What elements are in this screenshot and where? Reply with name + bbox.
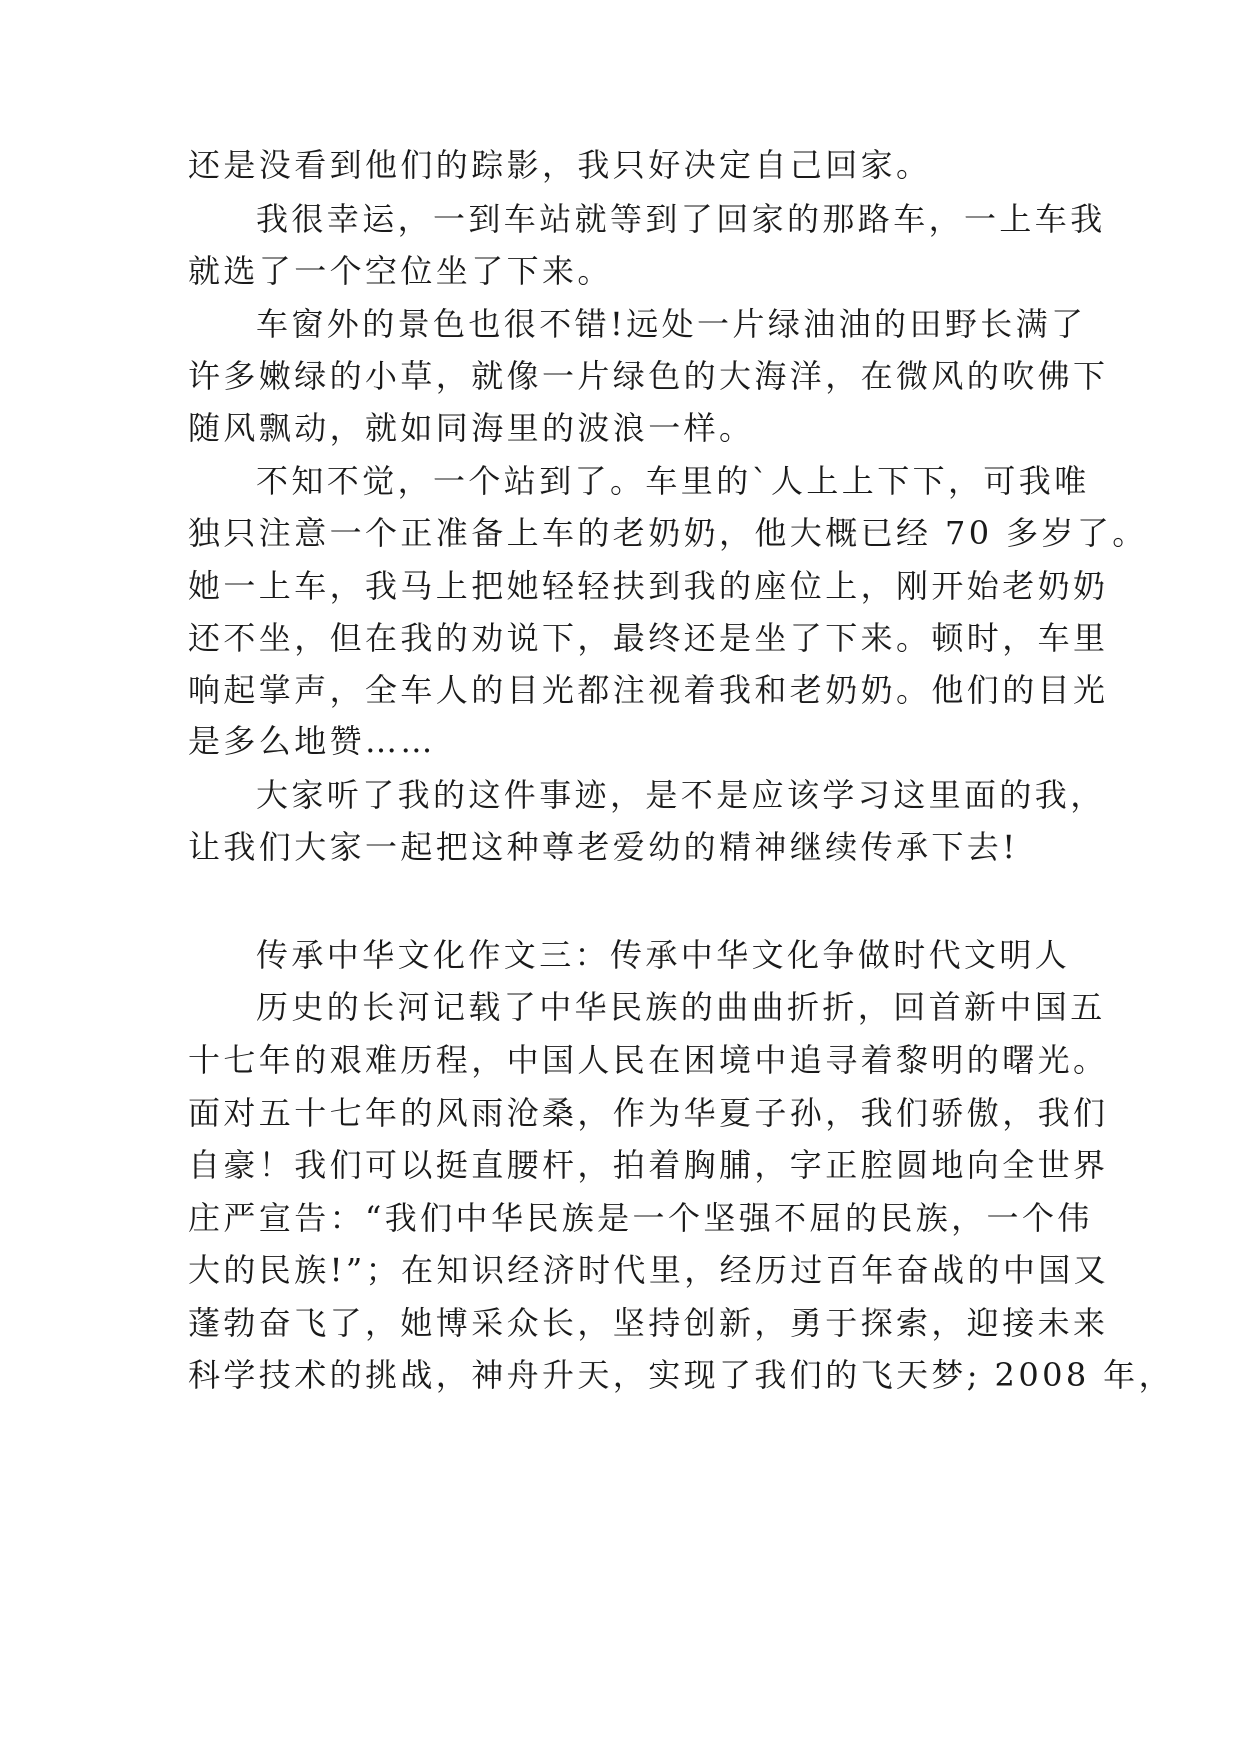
text-line: 科学技术的挑战，神舟升天，实现了我们的飞天梦; 2008 年， (188, 1356, 1174, 1394)
text-line: 还不坐，但在我的劝说下，最终还是坐了下来。顿时，车里 (188, 619, 1109, 657)
text-line: 十七年的艰难历程，中国人民在困境中追寻着黎明的曙光。 (188, 1041, 1109, 1079)
text-line: 独只注意一个正准备上车的老奶奶，他大概已经 70 多岁了。 (188, 514, 1148, 552)
text-line: 历史的长河记载了中华民族的曲曲折折，回首新中国五 (256, 988, 1106, 1026)
text-line: 大的民族!”；在知识经济时代里，经历过百年奋战的中国又 (188, 1251, 1110, 1289)
text-line: 我很幸运，一到车站就等到了回家的那路车，一上车我 (256, 200, 1106, 238)
text-line: 就选了一个空位坐了下来。 (188, 252, 613, 290)
text-line: 自豪！我们可以挺直腰杆，拍着胸脯，字正腔圆地向全世界 (188, 1146, 1109, 1184)
text-line: 面对五十七年的风雨沧桑，作为华夏子孙，我们骄傲，我们 (188, 1094, 1109, 1132)
text-line: 她一上车，我马上把她轻轻扶到我的座位上，刚开始老奶奶 (188, 567, 1109, 605)
text-line: 还是没看到他们的踪影，我只好决定自己回家。 (188, 146, 932, 184)
text-line: 响起掌声，全车人的目光都注视着我和老奶奶。他们的目光 (188, 671, 1109, 709)
text-line: 大家听了我的这件事迹，是不是应该学习这里面的我， (256, 776, 1106, 814)
text-line: 车窗外的景色也很不错!远处一片绿油油的田野长满了 (256, 305, 1087, 343)
text-line: 许多嫩绿的小草，就像一片绿色的大海洋，在微风的吹佛下 (188, 357, 1109, 395)
text-line: 让我们大家一起把这种尊老爱幼的精神继续传承下去! (188, 828, 1019, 866)
text-line: 是多么地赞…… (188, 722, 436, 760)
text-line: 庄严宣告：“我们中华民族是一个坚强不屈的民族，一个伟 (188, 1199, 1093, 1237)
text-line: 随风飘动，就如同海里的波浪一样。 (188, 409, 755, 447)
section-title: 传承中华文化作文三：传承中华文化争做时代文明人 (256, 936, 1071, 974)
text-line: 蓬勃奋飞了，她博采众长，坚持创新，勇于探索，迎接未来 (188, 1304, 1109, 1342)
text-line: 不知不觉，一个站到了。车里的`人上上下下，可我唯 (256, 462, 1090, 500)
